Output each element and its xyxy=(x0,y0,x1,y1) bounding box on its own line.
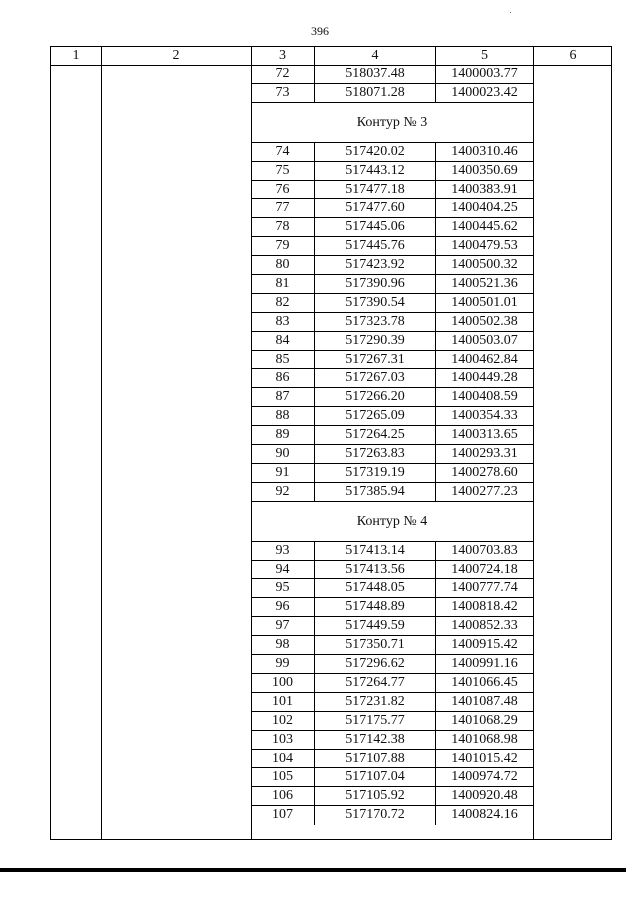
point-number: 96 xyxy=(251,598,315,616)
contour-heading: Контур № 3 xyxy=(251,103,533,143)
table-row xyxy=(251,332,533,351)
table-row xyxy=(251,143,533,162)
y-coordinate: 1400521.36 xyxy=(451,276,518,292)
table-row xyxy=(251,712,533,731)
table-row xyxy=(251,218,533,237)
y-coordinate: 1400915.42 xyxy=(451,637,518,653)
x-coordinate: 517423.92 xyxy=(315,256,436,274)
x-coordinate: 517413.56 xyxy=(315,561,436,579)
point-number: 77 xyxy=(251,199,315,217)
table-row xyxy=(251,313,533,332)
table-row xyxy=(251,483,533,502)
x-coordinate: 517443.12 xyxy=(315,162,436,180)
y-coordinate: 1400383.91 xyxy=(451,181,518,197)
x-coordinate: 517107.88 xyxy=(315,750,436,768)
point-number: 99 xyxy=(251,655,315,673)
point-number: 100 xyxy=(251,674,315,692)
x-coordinate: 517105.92 xyxy=(315,787,436,805)
point-number: 98 xyxy=(251,636,315,654)
table-row xyxy=(251,407,533,426)
y-coordinate: 1401068.98 xyxy=(451,731,518,747)
point-number: 95 xyxy=(251,579,315,597)
header-col-6: 6 xyxy=(569,48,577,63)
table-row xyxy=(251,84,533,103)
point-number: 106 xyxy=(251,787,315,805)
header-col-2: 2 xyxy=(172,48,180,63)
x-coordinate: 517264.25 xyxy=(315,426,436,444)
y-coordinate: 1400354.33 xyxy=(451,408,518,424)
x-coordinate: 517445.06 xyxy=(315,218,436,236)
x-coordinate: 517142.38 xyxy=(315,731,436,749)
y-coordinate: 1400500.32 xyxy=(451,257,518,273)
x-coordinate: 517267.31 xyxy=(315,351,436,369)
y-coordinate: 1400818.42 xyxy=(451,599,518,615)
y-coordinate: 1400824.16 xyxy=(451,807,518,823)
point-number: 105 xyxy=(251,768,315,786)
table-row xyxy=(251,731,533,750)
x-coordinate: 517390.54 xyxy=(315,294,436,312)
point-number: 75 xyxy=(251,162,315,180)
point-number: 92 xyxy=(251,483,315,501)
x-coordinate: 517290.39 xyxy=(315,332,436,350)
point-number: 73 xyxy=(251,84,315,102)
y-coordinate: 1400313.65 xyxy=(451,427,518,443)
x-coordinate: 517420.02 xyxy=(315,143,436,161)
x-coordinate: 517385.94 xyxy=(315,483,436,501)
table-row xyxy=(251,787,533,806)
y-coordinate: 1401068.29 xyxy=(451,712,518,728)
table-row xyxy=(251,693,533,712)
y-coordinate: 1400293.31 xyxy=(451,446,518,462)
table-row xyxy=(251,294,533,313)
y-coordinate: 1400777.74 xyxy=(451,580,518,596)
table-row xyxy=(251,598,533,617)
y-coordinate: 1401015.42 xyxy=(451,750,518,766)
x-coordinate: 517445.76 xyxy=(315,237,436,255)
x-coordinate: 517231.82 xyxy=(315,693,436,711)
x-coordinate: 517477.60 xyxy=(315,199,436,217)
y-coordinate: 1400462.84 xyxy=(451,351,518,367)
header-col-1: 1 xyxy=(72,48,80,63)
y-coordinate: 1400310.46 xyxy=(451,143,518,159)
point-number: 81 xyxy=(251,275,315,293)
point-number: 104 xyxy=(251,750,315,768)
y-coordinate: 1400278.60 xyxy=(451,464,518,480)
table-row xyxy=(251,750,533,769)
y-coordinate: 1400852.33 xyxy=(451,618,518,634)
header-col-5: 5 xyxy=(481,48,488,63)
table-row xyxy=(251,162,533,181)
table-row xyxy=(251,426,533,445)
y-coordinate: 1400974.72 xyxy=(451,769,518,785)
x-coordinate: 517448.05 xyxy=(315,579,436,597)
table-row xyxy=(251,256,533,275)
coordinates-table xyxy=(50,46,612,840)
x-coordinate: 517107.04 xyxy=(315,768,436,786)
page-bottom-rule xyxy=(0,868,626,872)
y-coordinate: 1400502.38 xyxy=(451,313,518,329)
x-coordinate: 517170.72 xyxy=(315,806,436,825)
y-coordinate: 1400920.48 xyxy=(451,788,518,804)
x-coordinate: 517449.59 xyxy=(315,617,436,635)
x-coordinate: 517265.09 xyxy=(315,407,436,425)
column-divider-5-6 xyxy=(533,47,534,839)
point-number: 107 xyxy=(251,806,315,825)
x-coordinate: 517266.20 xyxy=(315,388,436,406)
y-coordinate: 1400991.16 xyxy=(451,656,518,672)
x-coordinate: 517263.83 xyxy=(315,445,436,463)
table-row xyxy=(251,351,533,370)
table-row xyxy=(251,388,533,407)
x-coordinate: 517350.71 xyxy=(315,636,436,654)
y-coordinate: 1401087.48 xyxy=(451,693,518,709)
y-coordinate: 1400408.59 xyxy=(451,389,518,405)
y-coordinate: 1400501.01 xyxy=(451,294,518,310)
header-col-3: 3 xyxy=(251,47,315,65)
table-row xyxy=(251,275,533,294)
x-coordinate: 517413.14 xyxy=(315,542,436,560)
x-coordinate: 517175.77 xyxy=(315,712,436,730)
table-header-row xyxy=(51,47,611,66)
table-row xyxy=(251,369,533,388)
point-number: 93 xyxy=(251,542,315,560)
point-number: 80 xyxy=(251,256,315,274)
y-coordinate: 1400023.42 xyxy=(451,84,518,100)
table-row xyxy=(251,806,533,825)
point-number: 94 xyxy=(251,561,315,579)
y-coordinate: 1400703.83 xyxy=(451,542,518,558)
table-row xyxy=(251,636,533,655)
point-number: 91 xyxy=(251,464,315,482)
table-row xyxy=(251,464,533,483)
point-number: 82 xyxy=(251,294,315,312)
point-number: 89 xyxy=(251,426,315,444)
table-row xyxy=(251,768,533,787)
x-coordinate: 517477.18 xyxy=(315,181,436,199)
y-coordinate: 1400445.62 xyxy=(451,219,518,235)
y-coordinate: 1400404.25 xyxy=(451,200,518,216)
x-coordinate: 517448.89 xyxy=(315,598,436,616)
y-coordinate: 1401066.45 xyxy=(451,674,518,690)
scan-speck xyxy=(510,12,511,13)
coordinates-body xyxy=(251,65,533,825)
point-number: 87 xyxy=(251,388,315,406)
point-number: 84 xyxy=(251,332,315,350)
table-row xyxy=(251,181,533,200)
point-number: 72 xyxy=(251,65,315,83)
header-col-4: 4 xyxy=(315,47,436,65)
x-coordinate: 517264.77 xyxy=(315,674,436,692)
y-coordinate: 1400503.07 xyxy=(451,332,518,348)
x-coordinate: 517267.03 xyxy=(315,369,436,387)
contour-heading: Контур № 4 xyxy=(251,502,533,542)
point-number: 90 xyxy=(251,445,315,463)
point-number: 76 xyxy=(251,181,315,199)
table-row xyxy=(251,674,533,693)
x-coordinate: 517323.78 xyxy=(315,313,436,331)
point-number: 103 xyxy=(251,731,315,749)
point-number: 101 xyxy=(251,693,315,711)
point-number: 74 xyxy=(251,143,315,161)
x-coordinate: 517390.96 xyxy=(315,275,436,293)
table-row xyxy=(251,617,533,636)
y-coordinate: 1400350.69 xyxy=(451,162,518,178)
point-number: 86 xyxy=(251,369,315,387)
table-row xyxy=(251,65,533,84)
table-row xyxy=(251,445,533,464)
point-number: 97 xyxy=(251,617,315,635)
y-coordinate: 1400724.18 xyxy=(451,561,518,577)
y-coordinate: 1400003.77 xyxy=(451,66,518,81)
point-number: 83 xyxy=(251,313,315,331)
table-row xyxy=(251,237,533,256)
x-coordinate: 518071.28 xyxy=(315,84,436,102)
point-number: 85 xyxy=(251,351,315,369)
x-coordinate: 517319.19 xyxy=(315,464,436,482)
column-divider-1-2 xyxy=(101,47,102,839)
point-number: 79 xyxy=(251,237,315,255)
point-number: 88 xyxy=(251,407,315,425)
y-coordinate: 1400277.23 xyxy=(451,483,518,499)
table-row xyxy=(251,579,533,598)
y-coordinate: 1400479.53 xyxy=(451,238,518,254)
point-number: 78 xyxy=(251,218,315,236)
y-coordinate: 1400449.28 xyxy=(451,370,518,386)
x-coordinate: 518037.48 xyxy=(315,65,436,83)
point-number: 102 xyxy=(251,712,315,730)
table-row xyxy=(251,561,533,580)
x-coordinate: 517296.62 xyxy=(315,655,436,673)
table-row xyxy=(251,199,533,218)
table-row xyxy=(251,655,533,674)
table-row xyxy=(251,542,533,561)
page-number: 396 xyxy=(311,24,329,38)
